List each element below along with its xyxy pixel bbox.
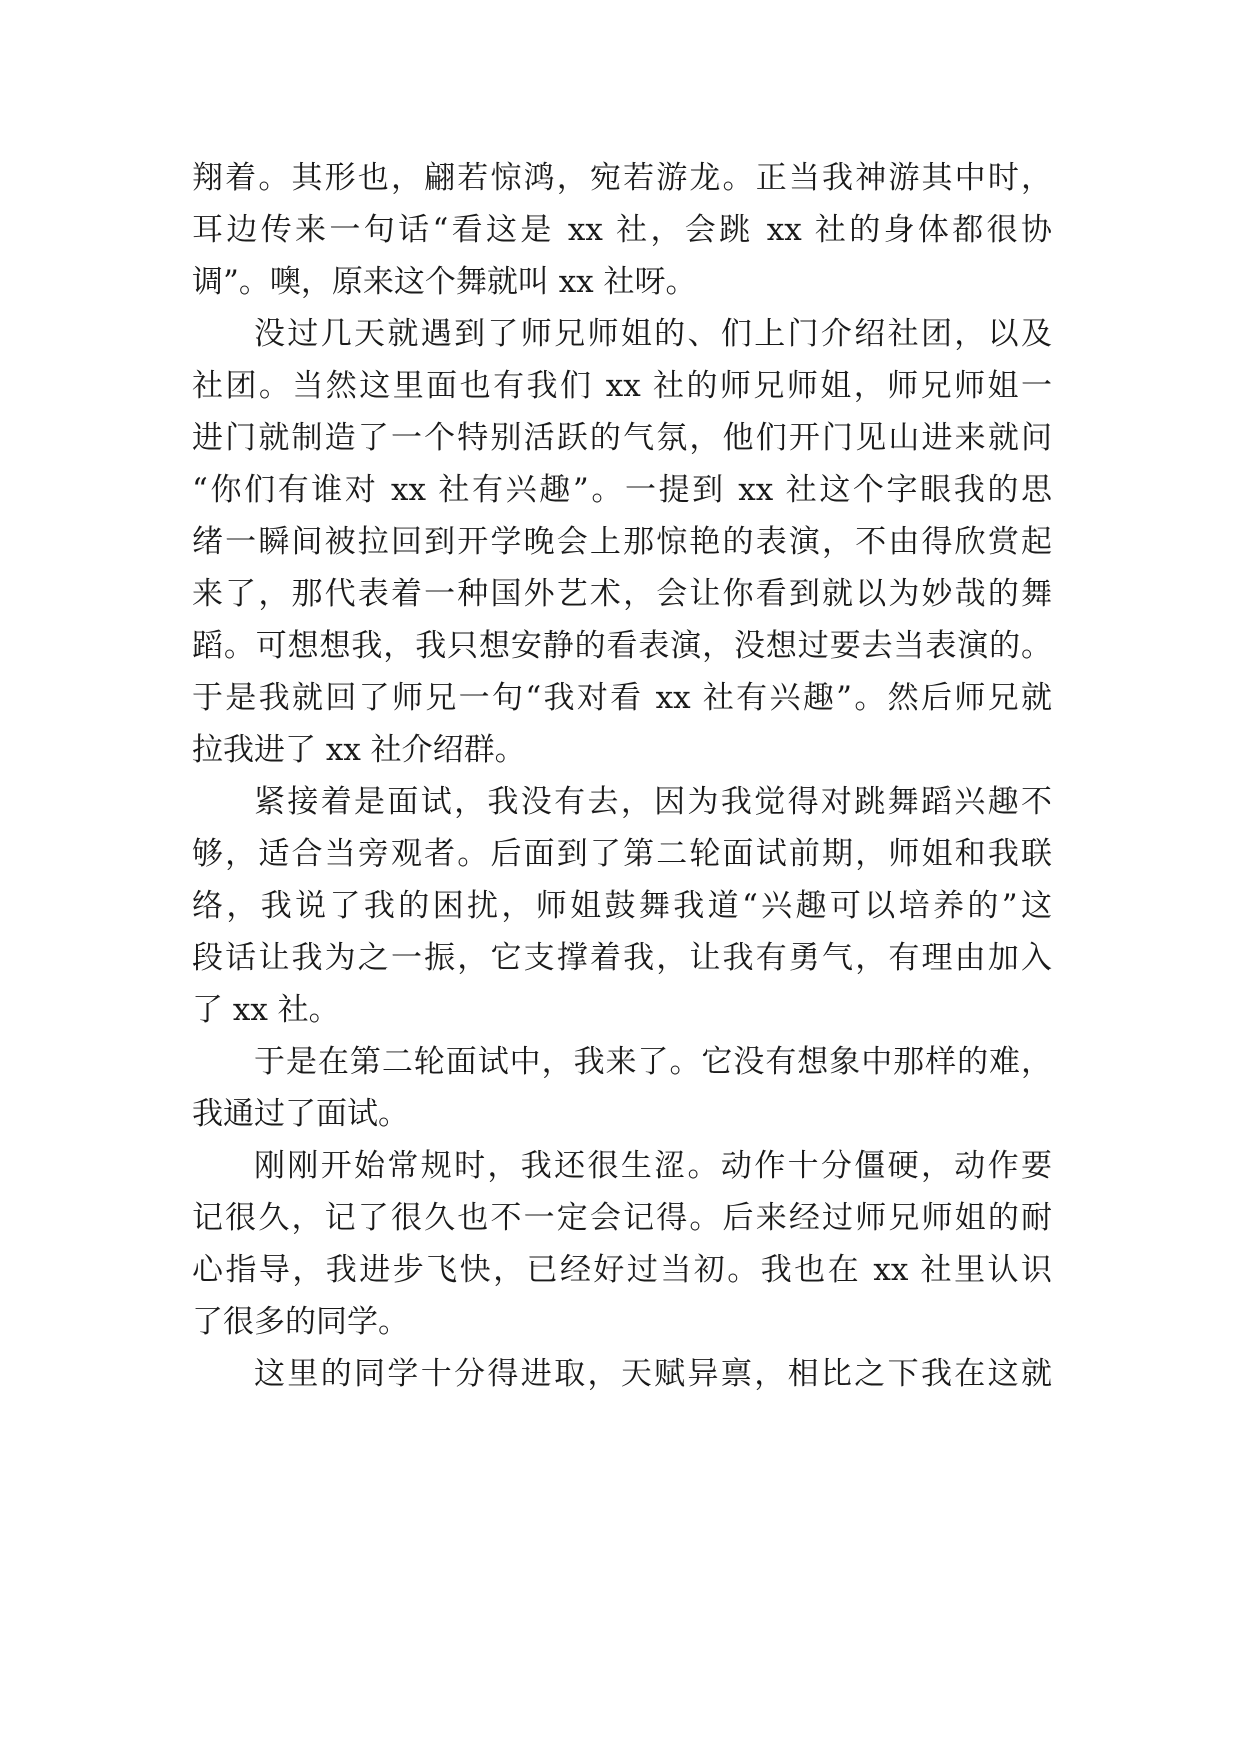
text-line: 翔着。其形也，翩若惊鸿，宛若游龙。正当我神游其中时， xyxy=(192,160,1052,196)
text-line: 社团。当然这里面也有我们 xx 社的师兄师姐，师兄师姐一 xyxy=(192,368,1052,404)
text-line: 绪一瞬间被拉回到开学晚会上那惊艳的表演，不由得欣赏起 xyxy=(192,524,1052,560)
text-line: 这里的同学十分得进取，天赋异禀，相比之下我在这就 xyxy=(254,1356,1052,1392)
text-line: 络，我说了我的困扰，师姐鼓舞我道“兴趣可以培养的”这 xyxy=(192,888,1052,924)
text-line: 了很多的同学。 xyxy=(192,1304,409,1340)
text-line: “你们有谁对 xx 社有兴趣”。一提到 xx 社这个字眼我的思 xyxy=(192,472,1052,508)
text-line: 进门就制造了一个特别活跃的气氛，他们开门见山进来就问 xyxy=(192,420,1052,456)
text-line: 调”。噢，原来这个舞就叫 xx 社呀。 xyxy=(192,264,697,300)
text-line: 心指导，我进步飞快，已经好过当初。我也在 xx 社里认识 xyxy=(192,1252,1052,1288)
text-line: 拉我进了 xx 社介绍群。 xyxy=(192,732,526,768)
text-line: 段话让我为之一振，它支撑着我，让我有勇气，有理由加入 xyxy=(192,940,1052,976)
text-line: 蹈。可想想我，我只想安静的看表演，没想过要去当表演的。 xyxy=(192,628,1052,664)
text-line: 刚刚开始常规时，我还很生涩。动作十分僵硬，动作要 xyxy=(254,1148,1052,1184)
text-line: 记很久，记了很久也不一定会记得。后来经过师兄师姐的耐 xyxy=(192,1200,1052,1236)
text-line: 紧接着是面试，我没有去，因为我觉得对跳舞蹈兴趣不 xyxy=(254,784,1052,820)
text-line: 于是在第二轮面试中，我来了。它没有想象中那样的难， xyxy=(254,1044,1052,1080)
text-line: 我通过了面试。 xyxy=(192,1096,409,1132)
text-line: 于是我就回了师兄一句“我对看 xx 社有兴趣”。然后师兄就 xyxy=(192,680,1052,716)
text-line: 没过几天就遇到了师兄师姐的、们上门介绍社团，以及 xyxy=(254,316,1052,352)
text-line: 了 xx 社。 xyxy=(192,992,340,1028)
text-line: 耳边传来一句话“看这是 xx 社，会跳 xx 社的身体都很协 xyxy=(192,212,1052,248)
text-line: 够，适合当旁观者。后面到了第二轮面试前期，师姐和我联 xyxy=(192,836,1052,872)
text-line: 来了，那代表着一种国外艺术，会让你看到就以为妙哉的舞 xyxy=(192,576,1052,612)
